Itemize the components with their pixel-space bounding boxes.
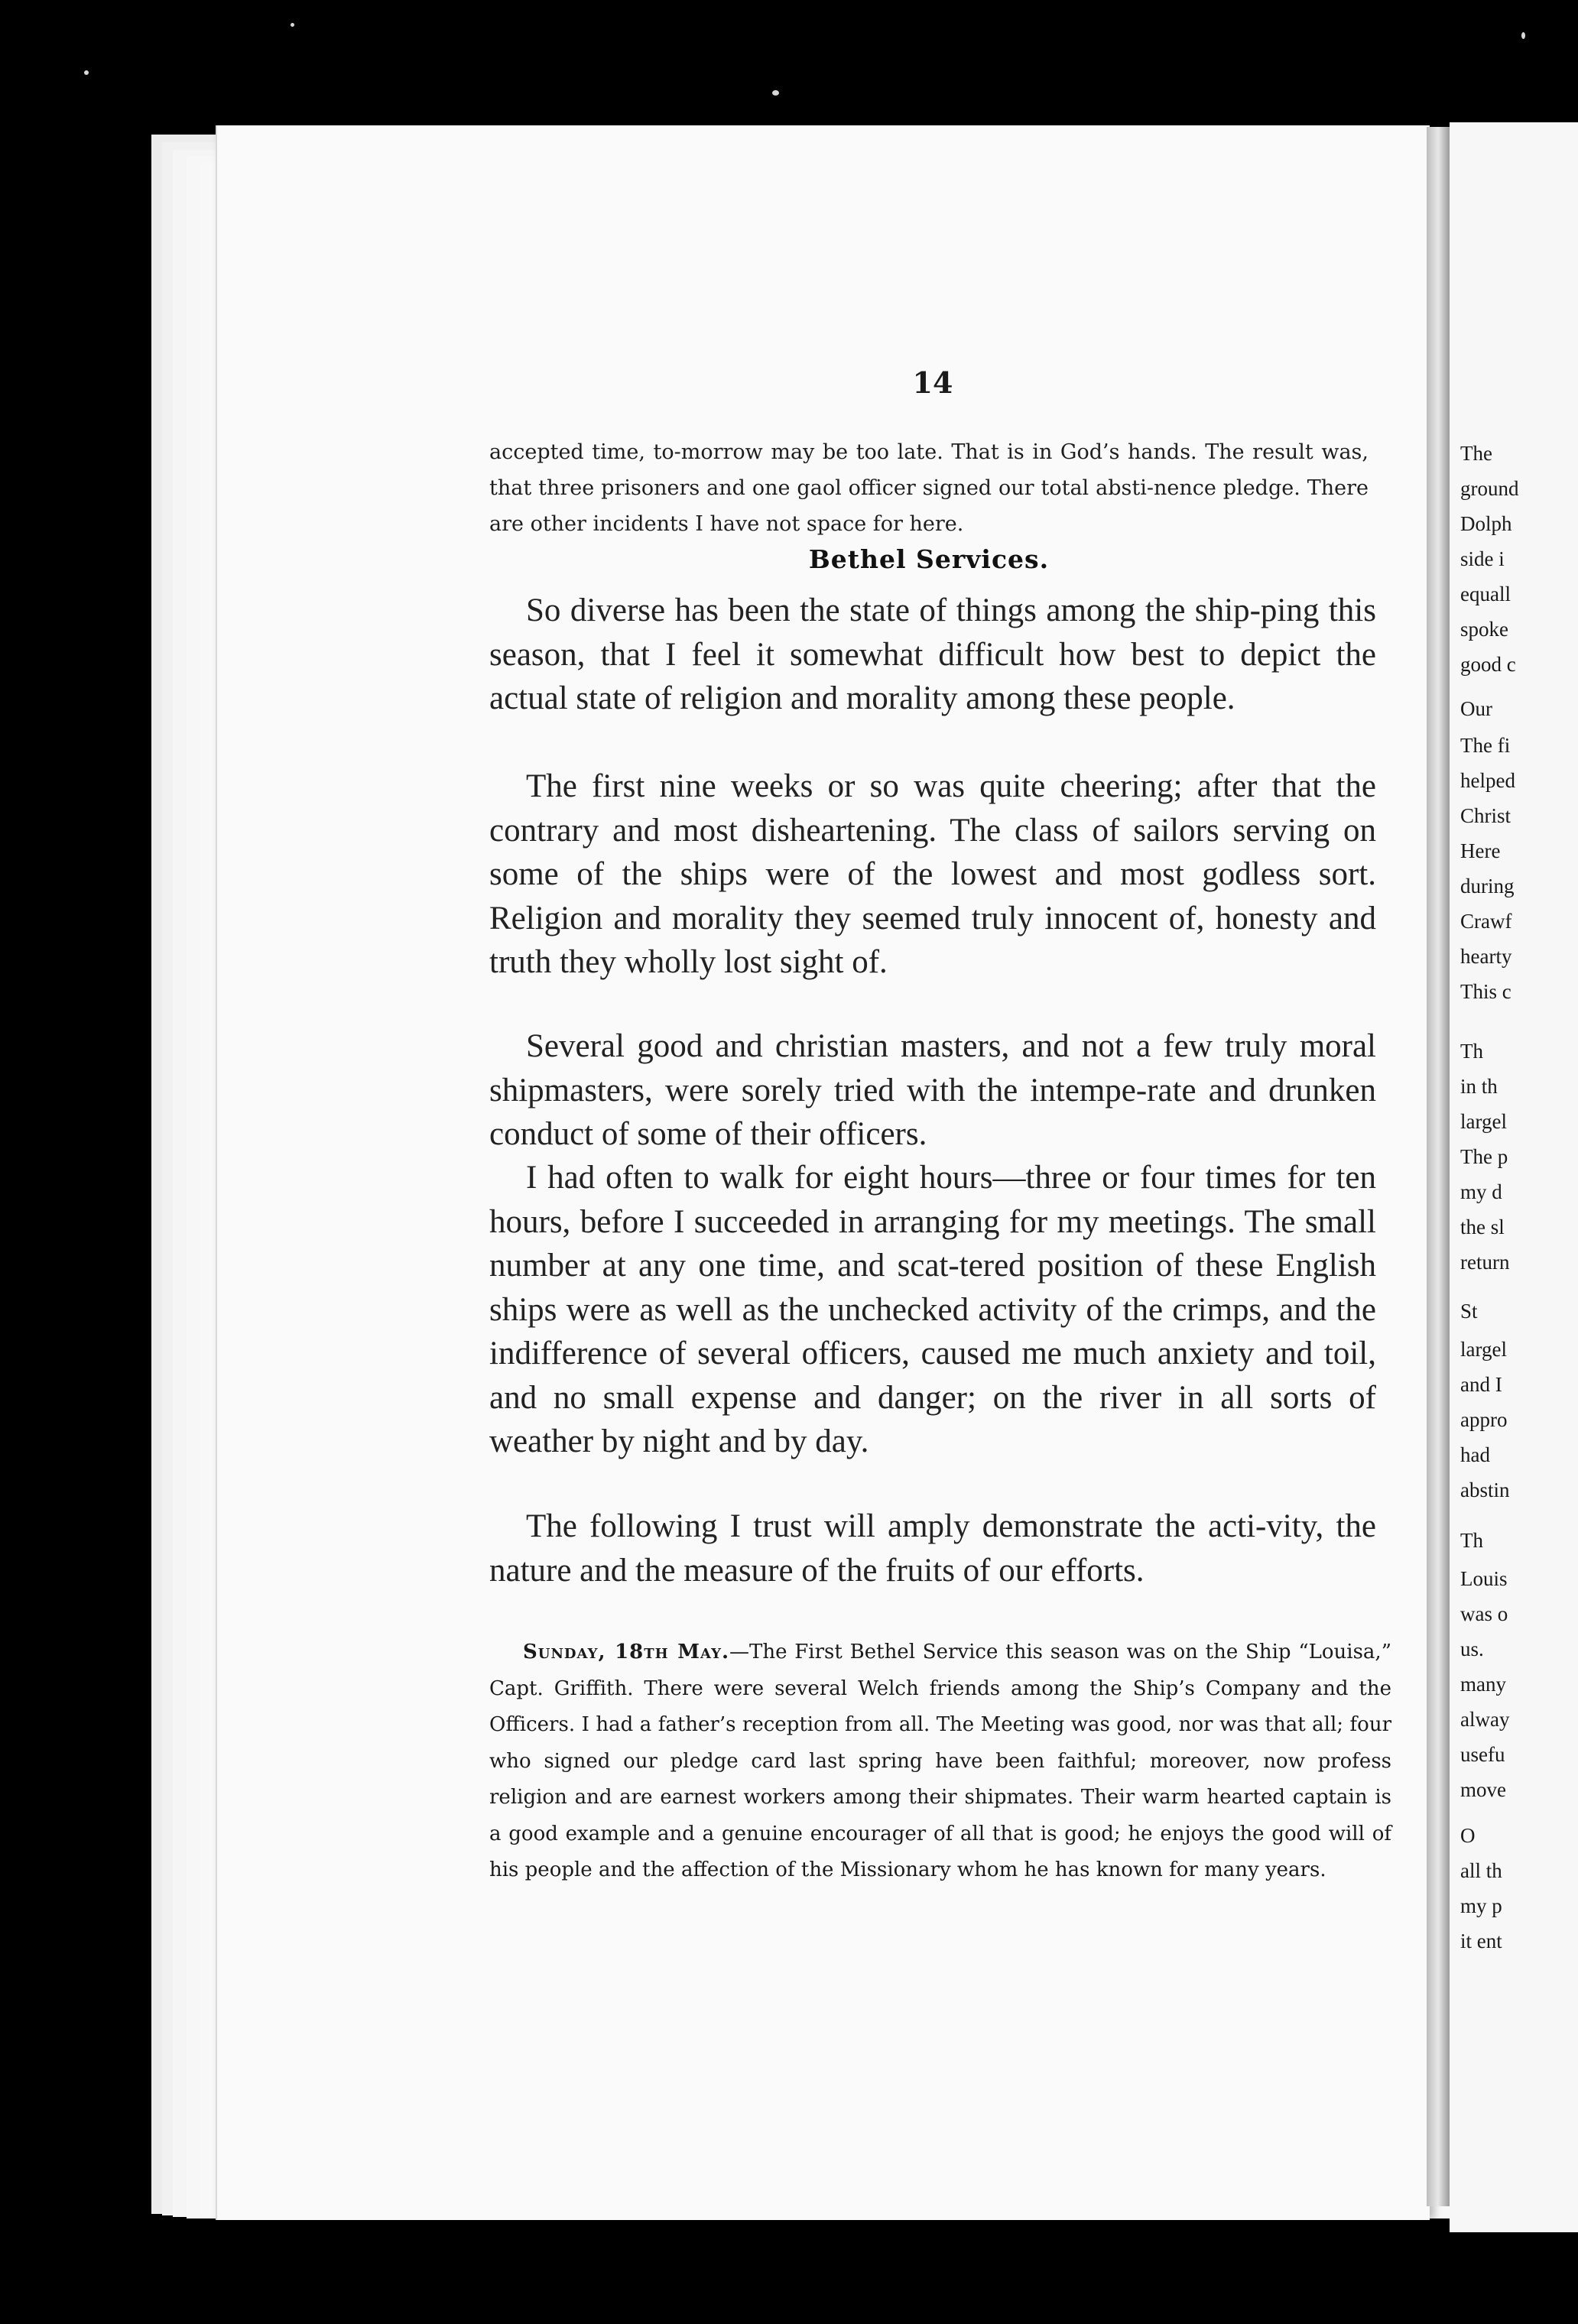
next-page-fragment: This c	[1460, 980, 1511, 1003]
next-page-fragment: Dolph	[1460, 512, 1512, 535]
dust-speck	[1521, 32, 1525, 39]
next-page-fragment: Th	[1460, 1040, 1483, 1063]
section-heading: Bethel Services.	[808, 544, 1050, 574]
book-page-right	[1450, 122, 1578, 2232]
next-page-fragment: Th	[1460, 1529, 1483, 1552]
next-page-fragment: largel	[1460, 1110, 1507, 1133]
next-page-fragment: helped	[1460, 769, 1515, 792]
next-page-fragment: my d	[1460, 1180, 1502, 1203]
next-page-fragment: O	[1460, 1824, 1476, 1847]
next-page-fragment: many	[1460, 1673, 1506, 1696]
next-page-fragment: equall	[1460, 583, 1511, 605]
body-paragraph: The first nine weeks or so was quite cheering; after that the contrary and most disheartening. The class of sailors serving on some of the ships were of the lowest and most godless sort. Religion and morality they seemed truly innocent of, honesty and truth they wholly lost sight of.	[489, 768, 1376, 980]
next-page-fragment: side i	[1460, 547, 1505, 570]
dust-speck	[84, 70, 89, 75]
next-page-fragment: St	[1460, 1300, 1478, 1323]
next-page-fragment: had	[1460, 1443, 1490, 1466]
body-paragraph: I had often to walk for eight hours—three or four times for ten hours, before I succeeded in arranging for my meetings. The small number at any one time, and scat-tered position of these English ships were as well as the unchecked activity of the crimps, and the indifference of several officers, caused me much anxiety and toil, and no small expense and danger; on the river in all sorts of weather by night and by day.	[489, 1160, 1376, 1459]
next-page-fragment: all th	[1460, 1859, 1502, 1882]
next-page-fragment: The p	[1460, 1145, 1508, 1168]
next-page-fragment: move	[1460, 1778, 1506, 1801]
next-page-fragment: good c	[1460, 653, 1516, 676]
next-page-fragment: The	[1460, 442, 1492, 465]
next-page-fragment: largel	[1460, 1338, 1507, 1361]
next-page-fragment: was o	[1460, 1602, 1508, 1625]
next-page-fragment: Louis	[1460, 1567, 1508, 1590]
next-page-fragment: ground	[1460, 477, 1519, 500]
body-paragraph: So diverse has been the state of things among the ship-ping this season, that I feel it somewhat difficult how best to depict the actual state of religion and morality among these people.	[489, 592, 1376, 716]
next-page-fragment: appro	[1460, 1408, 1508, 1431]
dust-speck	[291, 23, 294, 27]
next-page-fragment: Christ	[1460, 804, 1511, 827]
next-page-fragment: Here	[1460, 839, 1501, 862]
next-page-fragment: usefu	[1460, 1743, 1505, 1766]
next-page-fragment: return	[1460, 1251, 1510, 1274]
next-page-fragment: The fi	[1460, 734, 1511, 757]
next-page-fragment: us.	[1460, 1638, 1484, 1660]
next-page-fragment: my p	[1460, 1894, 1502, 1917]
next-page-fragment: during	[1460, 875, 1515, 897]
page-number: 14	[912, 365, 953, 400]
dust-speck	[772, 90, 779, 96]
body-paragraph: Several good and christian masters, and not a few truly moral shipmasters, were sorely tried with the intempe-rate and drunken conduct of some of their officers.	[489, 1028, 1376, 1152]
next-page-fragment: it ent	[1460, 1930, 1502, 1952]
intro-paragraph: accepted time, to-morrow may be too late. That is in God’s hands. The result was, that three prisoners and one gaol officer signed our total absti-nence pledge. There are other incidents I have not space for here.	[489, 440, 1369, 536]
next-page-fragment: hearty	[1460, 945, 1512, 968]
next-page-fragment: spoke	[1460, 618, 1508, 641]
book-gutter	[1427, 127, 1450, 2206]
next-page-fragment: and I	[1460, 1373, 1502, 1396]
next-page-fragment: in th	[1460, 1075, 1498, 1098]
next-page-fragment: abstin	[1460, 1478, 1510, 1501]
next-page-fragment: alway	[1460, 1708, 1510, 1731]
next-page-fragment: Our	[1460, 697, 1492, 720]
next-page-fragment: Crawf	[1460, 910, 1512, 933]
entry-date-label: Sunday, 18th May.	[523, 1641, 729, 1663]
sunday-entry-paragraph	[489, 1634, 1391, 1889]
body-paragraph: The following I trust will amply demonstrate the acti-vity, the nature and the measure of the fruits of our efforts.	[489, 1508, 1376, 1589]
next-page-fragment: the sl	[1460, 1216, 1505, 1238]
entry-text: —The First Bethel Service this season was on the Ship “Louisa,” Capt. Griffith. There were several Welch friends among the Ship’s Company and the Officers. I had a father’s reception from all. The Meeting was good, nor was that all; four who signed our pledge card last spring have been faithful; moreover, now profess religion and are earnest workers among their shipmates. Their warm hearted captain is a good example and a genuine encourager of all that is good; he enjoys the good will of his people and the affection of the Missionary whom he has known for many years.	[489, 1641, 1391, 1881]
